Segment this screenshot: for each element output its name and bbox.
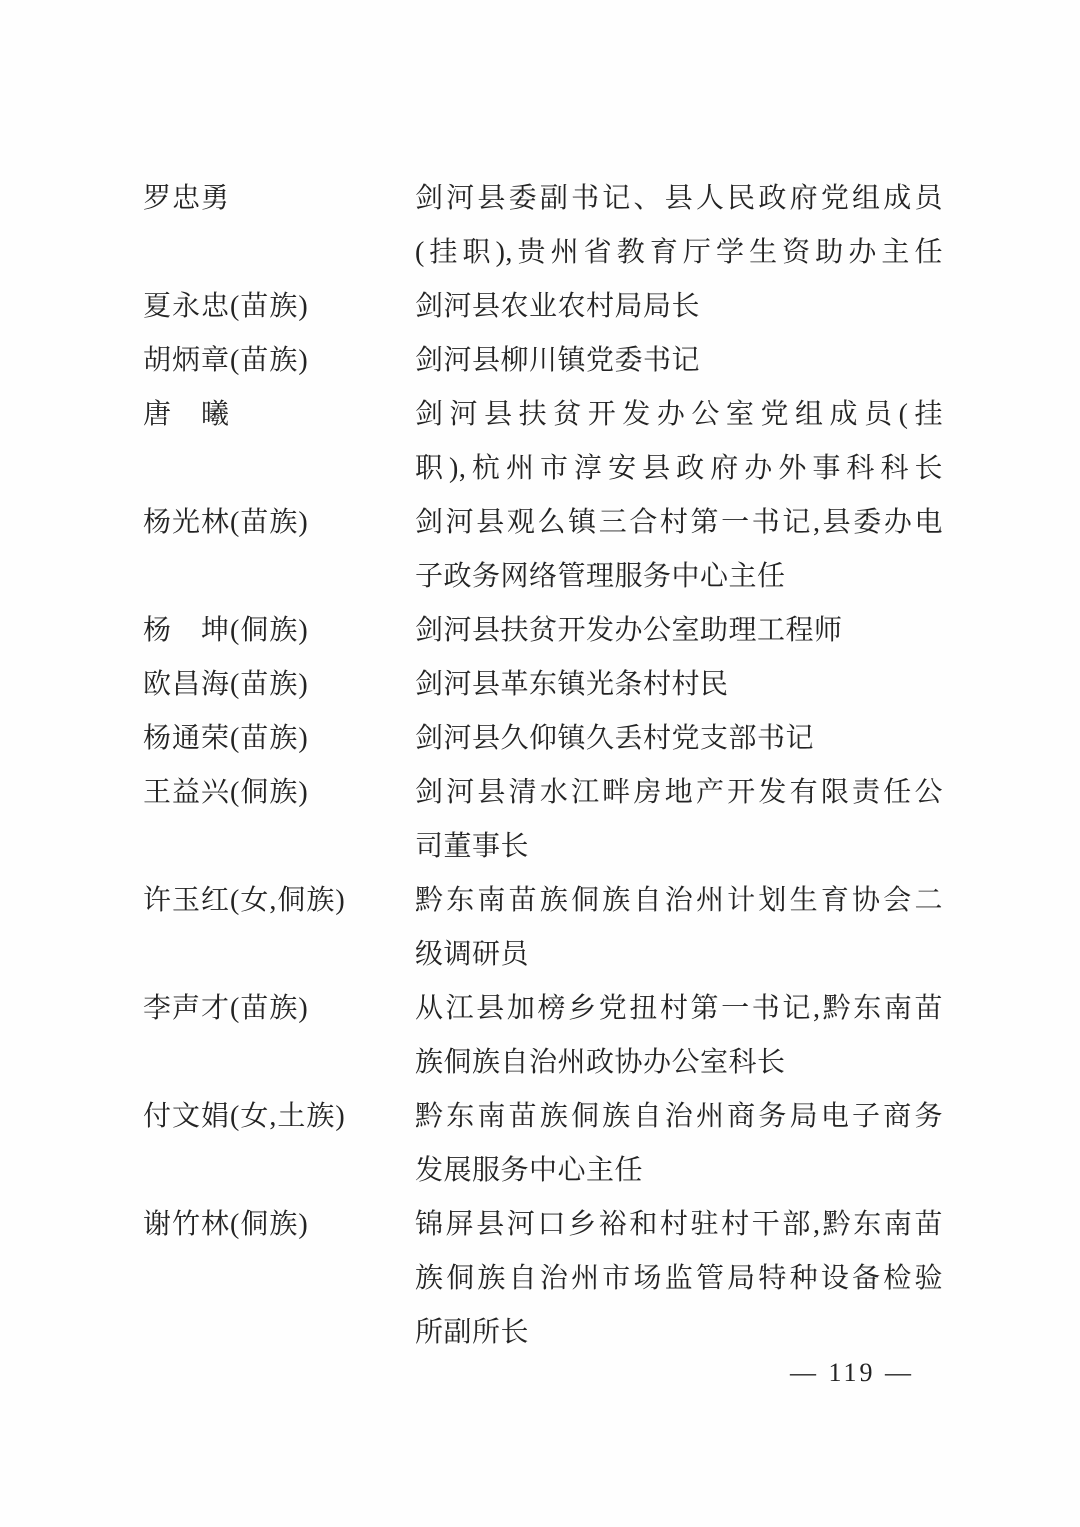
title-line: 子政务网络管理服务中心主任 — [415, 561, 786, 592]
title-line: 从江县加榜乡党扭村第一书记,黔东南苗 — [415, 993, 943, 1024]
person-name: 欧昌海(苗族) — [143, 669, 309, 700]
title-line: 剑河县委副书记、县人民政府党组成员 — [415, 183, 943, 214]
list-item — [143, 874, 943, 982]
person-name: 王益兴(侗族) — [143, 777, 309, 808]
title-line: 剑河县观么镇三合村第一书记,县委办电 — [415, 507, 943, 538]
person-name: 付文娟(女,土族) — [143, 1101, 346, 1132]
person-name: 唐 曦 — [143, 399, 231, 430]
list-item — [143, 334, 943, 388]
title-line: 司董事长 — [415, 831, 530, 862]
list-item — [143, 388, 943, 496]
person-name: 杨 坤(侗族) — [143, 615, 309, 646]
title-line: 族侗族自治州市场监管局特种设备检验 — [415, 1263, 943, 1294]
person-name: 杨光林(苗族) — [143, 507, 309, 538]
person-title — [415, 712, 943, 766]
person-title — [415, 658, 943, 712]
person-title — [415, 388, 943, 496]
title-line: 黔东南苗族侗族自治州商务局电子商务 — [415, 1101, 943, 1132]
title-line: 发展服务中心主任 — [415, 1155, 644, 1186]
list-item — [143, 712, 943, 766]
person-title — [415, 604, 943, 658]
title-line: 职),杭州市淳安县政府办外事科科长 — [415, 453, 943, 484]
person-name: 谢竹林(侗族) — [143, 1209, 309, 1240]
title-line: 族侗族自治州政协办公室科长 — [415, 1047, 786, 1078]
title-line: 黔东南苗族侗族自治州计划生育协会二 — [415, 885, 943, 916]
person-title — [415, 766, 943, 874]
person-name: 胡炳章(苗族) — [143, 345, 309, 376]
title-line: (挂职),贵州省教育厅学生资助办主任 — [415, 237, 943, 268]
person-name: 罗忠勇 — [143, 183, 231, 214]
list-item — [143, 1198, 943, 1360]
title-line: 级调研员 — [415, 939, 530, 970]
title-line: 锦屏县河口乡裕和村驻村干部,黔东南苗 — [415, 1209, 943, 1240]
list-item — [143, 766, 943, 874]
person-title — [415, 334, 943, 388]
title-line: 剑河县清水江畔房地产开发有限责任公 — [415, 777, 943, 808]
person-title — [415, 982, 943, 1090]
list-item — [143, 1090, 943, 1198]
person-title — [415, 280, 943, 334]
title-line: 剑河县扶贫开发办公室党组成员(挂 — [415, 399, 943, 430]
page-number: — 119 — — [789, 1358, 914, 1387]
title-line: 剑河县柳川镇党委书记 — [415, 345, 701, 376]
list-item — [143, 172, 943, 280]
person-title — [415, 874, 943, 982]
person-title — [415, 172, 943, 280]
title-line: 剑河县革东镇光条村村民 — [415, 669, 729, 700]
list-item — [143, 280, 943, 334]
title-line: 剑河县久仰镇久丢村党支部书记 — [415, 723, 815, 754]
list-item — [143, 604, 943, 658]
person-name: 杨通荣(苗族) — [143, 723, 309, 754]
person-title — [415, 496, 943, 604]
person-title — [415, 1198, 943, 1360]
title-line: 所副所长 — [415, 1317, 530, 1348]
title-line: 剑河县扶贫开发办公室助理工程师 — [415, 615, 843, 646]
list-item — [143, 658, 943, 712]
list-item — [143, 982, 943, 1090]
list-item — [143, 496, 943, 604]
person-title — [415, 1090, 943, 1198]
person-name: 夏永忠(苗族) — [143, 291, 309, 322]
title-line: 剑河县农业农村局局长 — [415, 291, 701, 322]
person-name: 许玉红(女,侗族) — [143, 885, 346, 916]
entries-list — [143, 172, 943, 1360]
person-name: 李声才(苗族) — [143, 993, 309, 1024]
